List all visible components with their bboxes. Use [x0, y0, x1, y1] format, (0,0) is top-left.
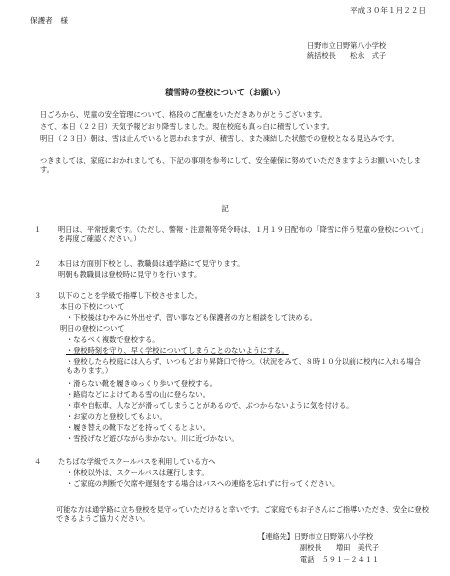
contact-vice-principal: 副校長 増田 美代子 — [300, 543, 380, 552]
item-number: ４ — [34, 457, 42, 466]
list-item: ・雪投げなど遊びながら歩かない。川に近づかない。 — [66, 434, 239, 443]
item-number: １ — [34, 225, 42, 234]
list-item: ・路肩などによけてある雪の山に登らない。 — [66, 390, 210, 399]
item-text: 明日は、平常授業です。（ただし、警報・注意報等発令時は、１月１９日配布の「降雪に伴う児童の登校について」を再度ご確認ください。） — [58, 225, 428, 243]
contact-school: 日野市立日野第八小学校 — [293, 532, 374, 541]
sender-school: 日野市立日野第八小学校 — [307, 41, 387, 50]
document-title: 積雪時の登校について（お願い） — [165, 88, 285, 97]
addressee: 保護者 様 — [30, 16, 68, 25]
item-number: ２ — [34, 259, 42, 268]
item-number: ３ — [34, 291, 42, 300]
intro-paragraph-2: さて、本日（２２日）天気予報どおり降雪しました。現在校庭も真っ白に積雪しています。 — [40, 122, 334, 131]
contact-label: 【連絡先】 — [258, 532, 294, 541]
list-item: ・お家の方と登校してもよい。 — [66, 412, 167, 421]
intro-paragraph-3: 明日（２３日）朝は、雪は止んでいると思われますが、積雪し、また凍結した状態での登校となる見込みです。 — [40, 134, 399, 143]
list-item: ・なるべく複数で登校する。 — [66, 335, 160, 344]
sender-principal: 統括校長 松永 式子 — [307, 51, 387, 60]
item-line: 本日は方面別下校とし、教職員は通学路にて見守ります。 — [58, 259, 245, 268]
list-item-emphasized: ・登校時刻を守り、早く学校についてしまうことのないようにする。 — [66, 346, 289, 355]
item-line: 明朝も教職員は登校時に見守りを行います。 — [58, 270, 202, 279]
subheading-tomorrow: 明日の登校について — [60, 324, 125, 333]
document-date: 平成３０年１月２２日 — [350, 6, 426, 15]
list-item: ・滑らない靴を履きゆっくり歩いて登校する。 — [66, 379, 217, 388]
closing-paragraph: 可能な方は通学路に立ち登校を見守っていただけると幸いです。ご家庭でもお子さんにご指導いただき、安全に登校できるようご協力ください。 — [56, 505, 429, 523]
list-item: ・休校以外は、スクールバスは運行します。 — [66, 468, 209, 477]
subheading-today: 本日の下校について — [60, 302, 125, 311]
list-item: ・ご家庭の判断で欠席や遅刻をする場合はバスへの連絡を忘れずに行ってください。 — [66, 479, 340, 488]
ki-heading: 記 — [221, 204, 229, 213]
contact-phone: 電話 ５９１－２４１１ — [300, 555, 380, 564]
list-item: ・履き替えの靴下などを持ってくるとよい。 — [66, 423, 210, 432]
intro-paragraph-4: つきましては、家庭におかれましても、下記の事項を参考にして、安全確保に努めていただきますようお願いいたします。 — [40, 156, 421, 174]
item-text: たちばな学級でスクールバスを利用している方へ — [58, 457, 216, 466]
item-text: 以下のことを学級で指導し下校させました。 — [58, 291, 202, 300]
contact-block — [258, 533, 373, 542]
list-item: ・登校したら校庭には入らず、いつもどおり昇降口で待つ。（状況をみて、８時１０分以前に校内に入れる場合もあります。） — [66, 357, 421, 375]
list-item: ・下校後はむやみに外出せず、習い事なども保護者の方と相談をして決める。 — [66, 313, 317, 322]
list-item: ・車や自転車、人などが滑ってしまうことがあるので、ぶつからないように気を付ける。 — [66, 401, 354, 410]
intro-paragraph-1: 日ごろから、児童の安全管理について、格段のご配慮をいただきありがとうございます。 — [40, 110, 327, 119]
